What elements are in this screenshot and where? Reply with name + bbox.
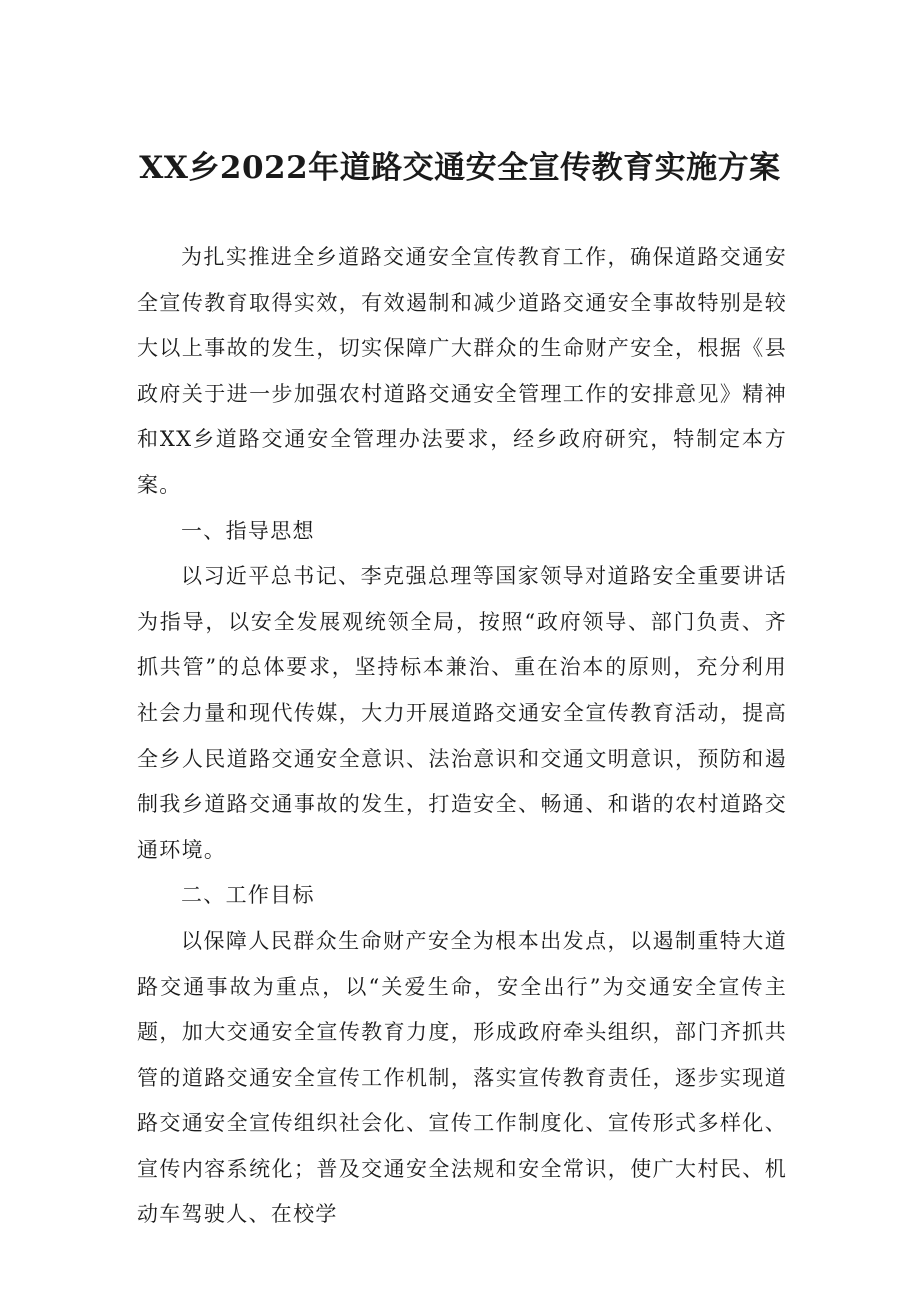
document-title: XX乡2022年道路交通安全宣传教育实施方案	[139, 150, 781, 186]
intro-paragraph: 为扎实推进全乡道路交通安全宣传教育工作，确保道路交通安全宣传教育取得实效，有效遏制和减少道路交通安全事故特别是较大以上事故的发生，切实保障广大群众的生命财产安全，根据《县政府关于进一步加强农村道路交通安全管理工作的安排意见》精神和XX乡道路交通安全管理办法要求，经乡政府研究，特制定本方案。	[137, 245, 787, 497]
section-heading-work-goals: 二、工作目标	[181, 883, 315, 908]
section-body-work-goals: 以保障人民群众生命财产安全为根本出发点，以遏制重特大道路交通事故为重点，以“关爱生命，安全出行”为交通安全宣传主题，加大交通安全宣传教育力度，形成政府牵头组织，部门齐抓共管的道路交通安全宣传工作机制，落实宣传教育责任，逐步实现道路交通安全宣传组织社会化、宣传工作制度化、宣传形式多样化、宣传内容系统化；普及交通安全法规和安全常识，使广大村民、机动车驾驶人、在校学	[137, 928, 787, 1227]
section-body-guiding-ideology: 以习近平总书记、李克强总理等国家领导对道路安全重要讲话为指导，以安全发展观统领全局，按照“政府领导、部门负责、齐抓共管”的总体要求，坚持标本兼治、重在治本的原则，充分利用社会力量和现代传媒，大力开展道路交通安全宣传教育活动，提高全乡人民道路交通安全意识、法治意识和交通文明意识，预防和遏制我乡道路交通事故的发生，打造安全、畅通、和谐的农村道路交通环境。	[137, 564, 787, 862]
document-body	[137, 235, 787, 1238]
section-heading-guiding-ideology: 一、指导思想	[181, 518, 315, 543]
